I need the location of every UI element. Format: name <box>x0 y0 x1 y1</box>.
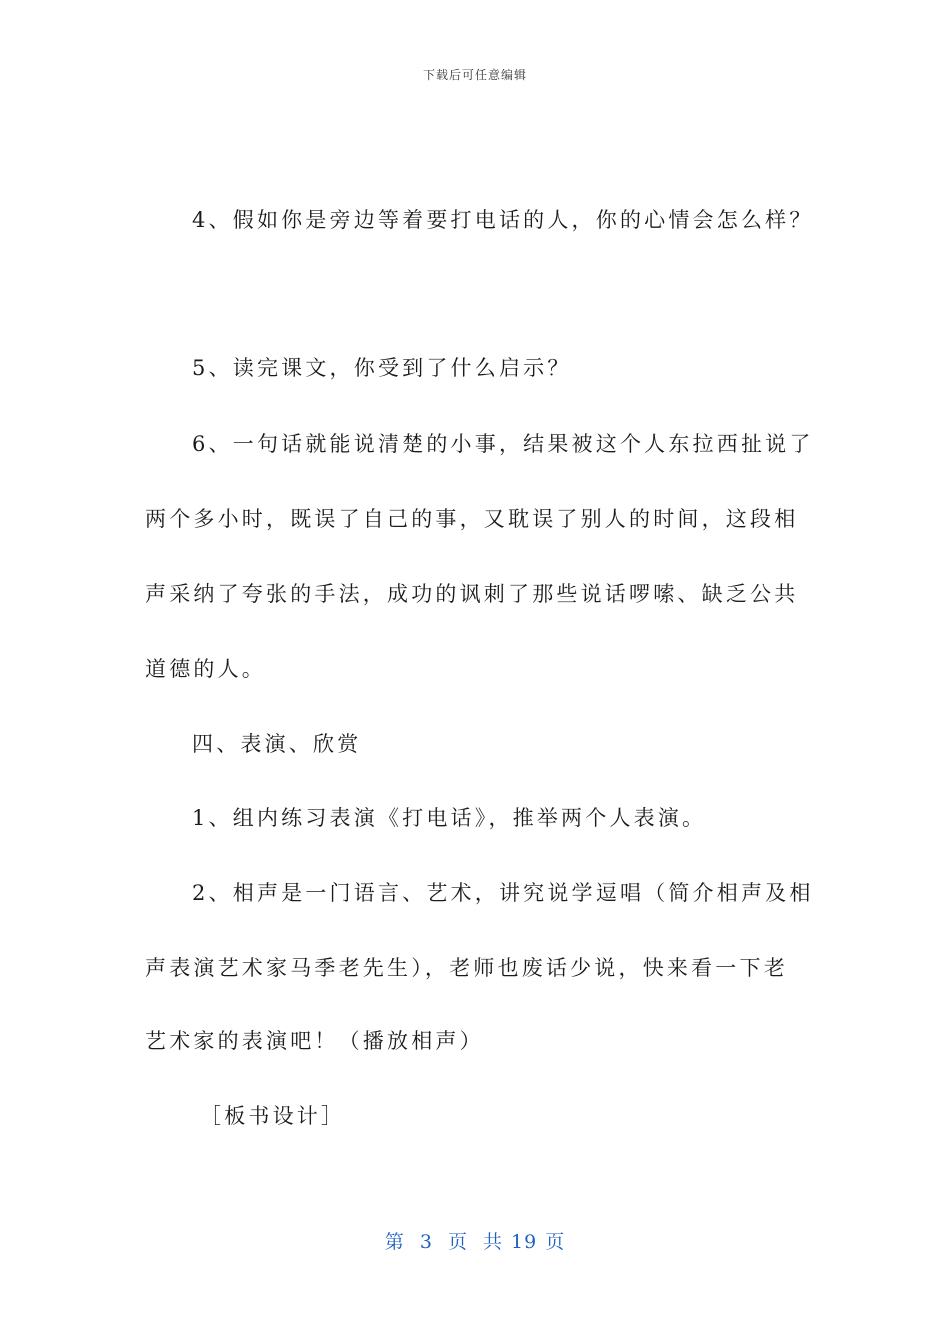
footer-label-ye-end: 页 <box>545 1231 566 1253</box>
footer-label-ye: 页 <box>447 1231 468 1253</box>
item-2-line-2: 声表演艺术家马季老先生），老师也废话少说，快来看一下老 <box>145 956 788 980</box>
item-2-line-3: 艺术家的表演吧！（播放相声） <box>145 1029 484 1053</box>
footer-label-gong: 共 <box>483 1231 504 1253</box>
question-6-line-2: 两个多小时，既误了自己的事，又耽误了别人的时间，这段相 <box>145 507 799 531</box>
footer-label-di: 第 <box>384 1231 405 1253</box>
question-4: 4、假如你是旁边等着要打电话的人，你的心情会怎么样？ <box>192 208 814 232</box>
board-design-heading: ［板书设计］ <box>200 1104 346 1128</box>
question-5: 5、读完课文，你受到了什么启示？ <box>192 356 572 380</box>
page-footer <box>0 1227 950 1254</box>
question-6-line-1: 6、一句话就能说清楚的小事，结果被这个人东拉西扯说了 <box>192 432 814 456</box>
item-1-practice: 1、组内练习表演《打电话》，推举两个人表演。 <box>192 806 707 830</box>
footer-current-page: 3 <box>419 1231 433 1253</box>
header-note: 下载后可任意编辑 <box>422 68 527 82</box>
item-2-line-1: 2、相声是一门语言、艺术，讲究说学逗唱（简介相声及相 <box>192 881 814 905</box>
section-heading-perform: 四、表演、欣赏 <box>192 732 362 756</box>
question-6-line-4: 道德的人。 <box>145 657 266 681</box>
question-6-line-3: 声采纳了夸张的手法，成功的讽刺了那些说话啰嗦、缺乏公共 <box>145 582 799 606</box>
footer-total-pages: 19 <box>511 1231 538 1253</box>
